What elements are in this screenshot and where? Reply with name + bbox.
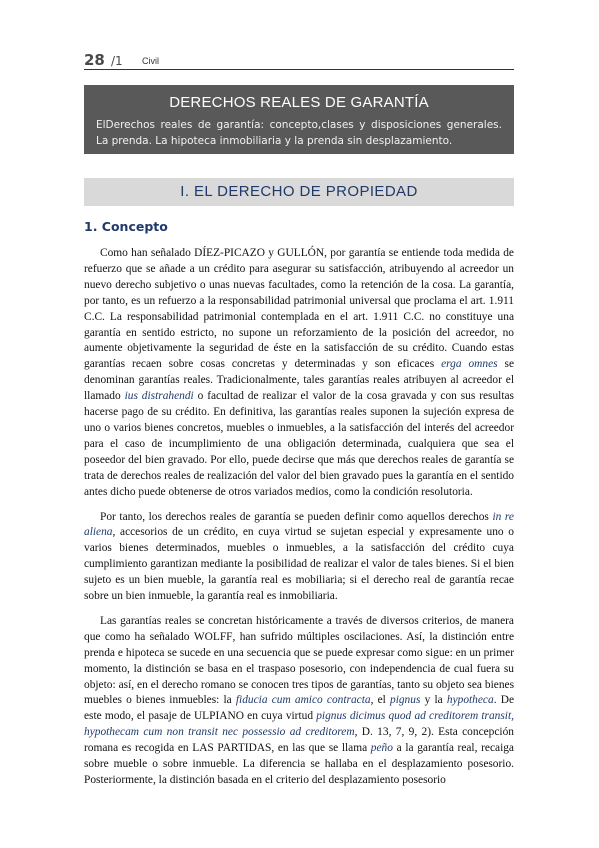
text-run: se denominan garantías reales. Tradicionalmente, tales garantías reales atribuyen al acreedor el llamado bbox=[84, 358, 514, 403]
chapter-title-box bbox=[84, 85, 514, 154]
text-run: y bbox=[264, 247, 278, 259]
body-text bbox=[84, 246, 514, 798]
text-run: . De este modo, el pasaje de bbox=[84, 694, 515, 723]
paragraph-1 bbox=[84, 246, 514, 501]
section-heading-box bbox=[84, 178, 514, 206]
text-run: o facultad de realizar el valor de la cosa gravada y con sus resultas hacerse pago de su crédito. En definitiva, las garantías reales suponen la sujeción expresa de uno o varios bienes concretos, muebles o inmuebles, a la satisfacción del interés del acreedor para el caso de incumplimiento de una obligación determinada, cualquiera que sea el poseedor del bien gravado. Por ello, puede decirse que más que derechos reales de garantía se trata de derechos reales de realización del valor del bien gravado pues la garantía en el sentido antes dicho puede obtenerse de otros variados medios, como la condición resolutoria. bbox=[84, 390, 514, 498]
section-heading: I. EL DERECHO DE PROPIEDAD bbox=[180, 183, 418, 200]
latin-quote: pignus dicimus quod ad creditorem transit, hypothecam cum non transit nec possessio ad creditorem bbox=[84, 710, 514, 739]
page-number: 28 bbox=[84, 51, 105, 69]
latin-term: peño bbox=[370, 742, 393, 755]
chapter-summary: ElDerechos reales de garantía: concepto,clases y disposiciones generales. La prenda. La hipoteca inmobiliaria y la prenda sin desplazamiento. bbox=[96, 119, 502, 147]
author-name: WOLFF bbox=[193, 630, 233, 643]
latin-term: pignus bbox=[390, 694, 421, 707]
subsection-heading: 1. Concepto bbox=[84, 219, 168, 234]
text-run: , han sufrido múltiples oscilaciones. Así, la distinción entre prenda e hipoteca se sucede en una secuencia que se puede expresar como sigue: en un primer momento, la distinción se basa en el traspaso posesorio, con independencia de cual fuera su objeto: así, en el derecho romano se conocen tres tipos de garantías, tanto su objeto sea bienes muebles o bienes inmuebles: la bbox=[84, 630, 514, 707]
text-run: Las garantías reales se concretan históricamente a través de diversos criterios, de manera que como ha señalado bbox=[84, 614, 514, 643]
chapter-title: DERECHOS REALES DE GARANTÍA bbox=[169, 94, 429, 111]
page-number-suffix: /1 bbox=[111, 54, 123, 68]
latin-term: hypotheca bbox=[446, 694, 494, 707]
text-run: , en las que se llama bbox=[271, 742, 371, 755]
author-name: DÍEZ-PICAZO bbox=[194, 247, 265, 259]
author-name: GULLÓN bbox=[277, 247, 325, 259]
text-run: , D. 13, 7, 9, 2). Esta concepción romana es recogida en bbox=[84, 726, 514, 755]
latin-term: fiducia cum amico contracta bbox=[235, 694, 371, 707]
running-section-label: Civil bbox=[142, 56, 159, 66]
text-run: , accesorios de un crédito, en cuya virtud se sujetan especial y expresamente uno o varios bienes determinados, muebles o inmuebles, a la satisfacción del crédito cuya cumplimiento garantizan mediante la posibilidad de realizar el valor de tales bienes. Si el bien sujeto es un bien mueble, la garantía real es mobiliaria; si el derecho real de garantía recae sobre un bien inmueble, la garantía real es inmobiliaria. bbox=[84, 526, 514, 603]
text-run: Como han señalado bbox=[100, 247, 195, 259]
running-header bbox=[84, 51, 514, 70]
latin-term: erga omnes bbox=[441, 358, 498, 371]
text-run: y la bbox=[420, 694, 447, 707]
author-name: ULPIANO bbox=[193, 710, 244, 723]
source-name: LAS PARTIDAS bbox=[192, 742, 272, 755]
latin-term: in re aliena bbox=[84, 510, 514, 539]
text-run: , el bbox=[370, 694, 390, 707]
paragraph-2 bbox=[84, 510, 514, 605]
paragraph-3 bbox=[84, 614, 514, 789]
text-run: Por tanto, los derechos reales de garantía se pueden definir como aquellos derechos bbox=[100, 510, 493, 523]
latin-term: ius distrahendi bbox=[124, 390, 194, 403]
text-run: en cuya virtud bbox=[243, 710, 317, 723]
text-run: , por garantía se entiende toda medida de refuerzo que se añade a un crédito para asegurar su satisfacción, atribuyendo al acreedor un nuevo derecho subjetivo o unas nuevas facultades, como la retención de la cosa. La garantía, por tanto, es un refuerzo a la responsabilidad patrimonial universal que proclama el art. 1.911 C.C. La responsabilidad patrimonial contemplada en el art. 1.911 C.C. no constituye una garantía en sentido estricto, no supone un reforzamiento de la posición del acreedor, no aumente objetivamente la seguridad de éste en la satisfacción de su crédito. Cuando estas garantías recaen sobre cosas concretas y determinadas y son eficaces bbox=[84, 247, 514, 371]
text-run: a la garantía real, recaiga sobre mueble o sobre inmueble. La diferencia se hallaba en el desplazamiento posesorio. Posteriormente, la distinción basada en el criterio del desplazamiento posesorio bbox=[84, 742, 514, 786]
